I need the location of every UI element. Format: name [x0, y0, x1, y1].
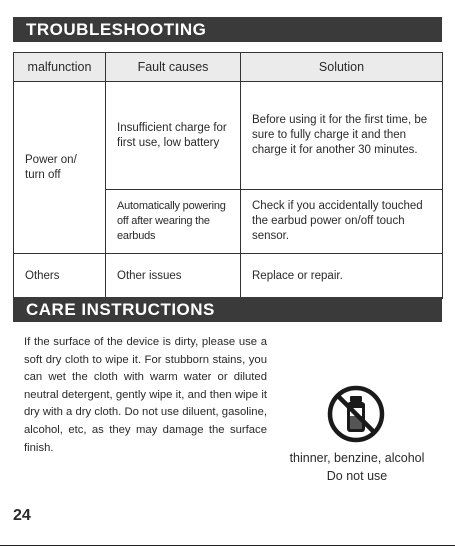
no-chemicals-icon	[326, 384, 386, 444]
malfunction-cell: Others	[14, 254, 106, 299]
page-number: 24	[13, 507, 31, 524]
header-fault-causes: Fault causes	[106, 53, 241, 82]
troubleshooting-heading: TROUBLESHOOTING	[13, 17, 442, 42]
fault-cause-cell: Other issues	[106, 254, 241, 299]
solution-cell: Before using it for the first time, be sure to fully charge it and then charge it for another 30 minutes.	[241, 82, 443, 190]
fault-cause-cell: Automatically powering off after wearing the earbuds	[106, 190, 241, 254]
care-paragraph: If the surface of the device is dirty, please use a soft dry cloth to wipe it. For stubborn stains, you can wet the cloth with warm water or diluted neutral detergent, gently wipe it, and then wipe it dry with a dry cloth. Do not use diluent, gasoline, alcohol, etc, as they may damage the surface finish.	[24, 336, 268, 454]
fault-cause-cell: Insufficient charge for first use, low battery	[106, 82, 241, 190]
icon-caption-substances: thinner, benzine, alcohol	[289, 451, 425, 465]
troubleshooting-table	[13, 52, 443, 299]
header-malfunction: malfunction	[14, 53, 106, 82]
care-instructions-heading: CARE INSTRUCTIONS	[13, 297, 442, 322]
header-solution: Solution	[241, 53, 443, 82]
table-row	[14, 82, 443, 190]
malfunction-cell: Power on/ turn off	[14, 82, 106, 254]
icon-caption-do-not-use: Do not use	[326, 469, 388, 483]
table-row	[14, 254, 443, 299]
solution-cell: Replace or repair.	[241, 254, 443, 299]
footer-divider	[0, 545, 455, 546]
table-header-row	[14, 53, 443, 82]
solution-cell: Check if you accidentally touched the earbud power on/off touch sensor.	[241, 190, 443, 254]
